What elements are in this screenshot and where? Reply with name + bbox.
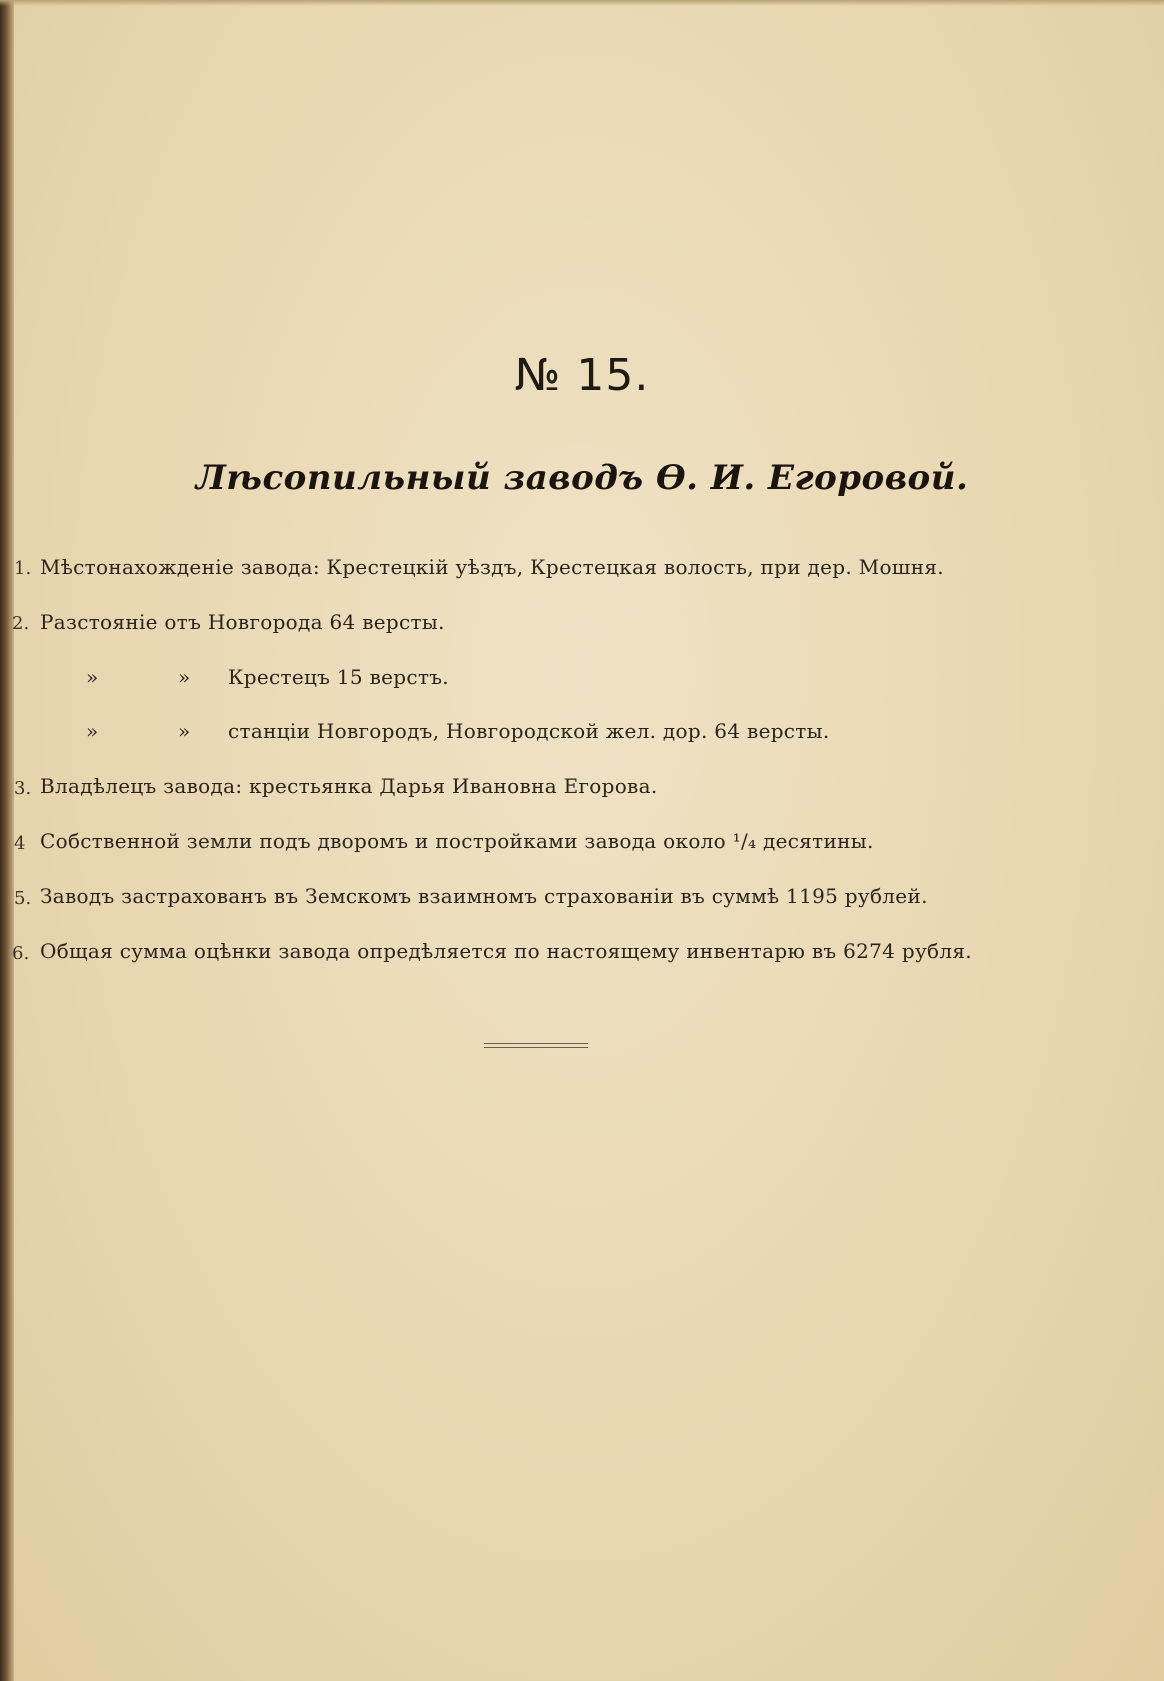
page-top-edge xyxy=(0,0,1164,6)
item-text: Собственной земли подъ дворомъ и постройками завода около ¹/₄ десятины. xyxy=(40,829,874,853)
ditto-mark: » xyxy=(178,665,191,689)
ditto-mark: » xyxy=(86,719,99,743)
ditto-mark: » xyxy=(178,719,191,743)
section-end-rule xyxy=(484,1043,588,1044)
item-number: 4 xyxy=(14,833,26,854)
item-text: Разстояніе отъ Новгорода 64 версты. xyxy=(40,610,445,634)
page-binding-edge xyxy=(0,0,14,1681)
document-number: № 15. xyxy=(514,350,650,401)
item-number: 2. xyxy=(12,613,30,634)
item-text: Владѣлецъ завода: крестьянка Дарья Ивановна Егорова. xyxy=(40,774,658,798)
section-end-rule xyxy=(484,1047,588,1048)
item-text: станціи Новгородъ, Новгородской жел. дор. 64 версты. xyxy=(228,719,830,743)
document-title: Лѣсопильный заводъ Ѳ. И. Егоровой. xyxy=(195,458,969,498)
item-number: 6. xyxy=(12,943,30,964)
item-text: Заводъ застрахованъ въ Земскомъ взаимномъ страхованіи въ суммѣ 1195 рублей. xyxy=(40,884,928,908)
item-text: Крестецъ 15 верстъ. xyxy=(228,665,449,689)
item-text: Мѣстонахожденіе завода: Крестецкій уѣздъ, Крестецкая волость, при дер. Мошня. xyxy=(40,555,944,579)
ditto-mark: » xyxy=(86,665,99,689)
item-number: 1. xyxy=(14,558,32,579)
item-text: Общая сумма оцѣнки завода опредѣляется по настоящему инвентарю въ 6274 рубля. xyxy=(40,939,972,963)
item-number: 3. xyxy=(14,778,32,799)
item-number: 5. xyxy=(14,888,32,909)
